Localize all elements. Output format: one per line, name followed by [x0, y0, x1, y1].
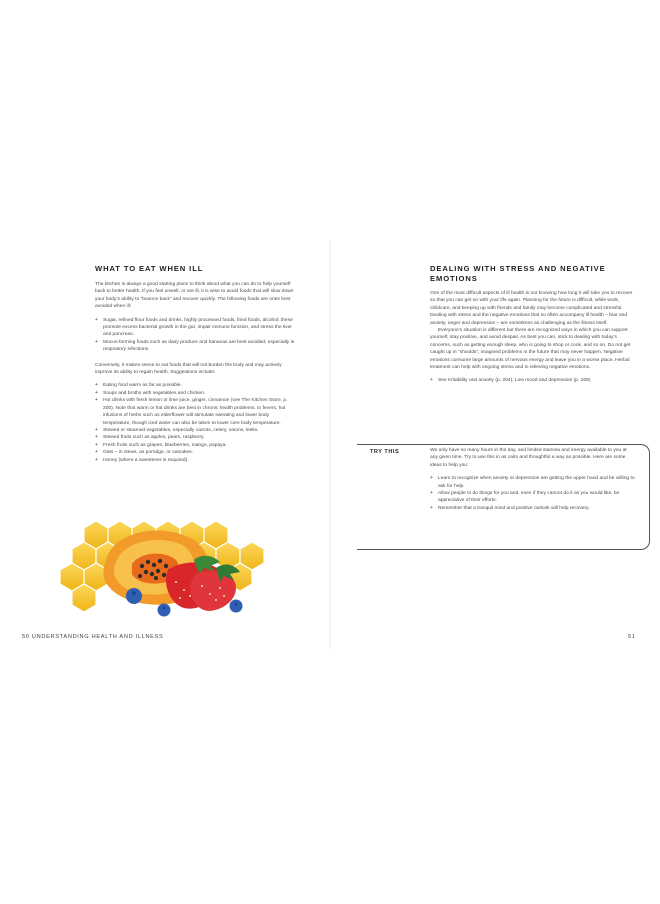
eat-list — [95, 382, 295, 463]
list-item: + Allow people to do things for you and, even if they cannot do it as you would like, be appreciative of their efforts. — [430, 490, 635, 505]
stress-paragraph-1: One of the most difficult aspects of ill health is not knowing how long it will take you to recover so that you can get on with your life again. Planning for the future is difficult, while work, childcare, and keeping up with friends and family may become complicated and stressful. Dealing with stress and the negative emotions that so often accompany ill health – fear and anxiety, anger and depression – are sometimes as challenging as the illness itself. — [430, 291, 633, 326]
list-item: + Stewed or steamed vegetables, especially carrots, celery, onions, leeks. — [95, 427, 295, 434]
heading-stress: DEALING WITH STRESS AND NEGATIVE EMOTIONS — [430, 264, 606, 283]
conversely-paragraph: Conversely, it makes sense to eat foods that will not burden the body and may actively improve its ability to regain health. Suggestions include: — [95, 362, 282, 376]
stress-paragraph-2: Everyone’s situation is different but there are recognized ways in which you can support yourself, stay positive, and avoid despair. As best you can, stick to dealing with today’s concerns, such as getting enough sleep, who is going to shop or cook, and so on. Do not get caught up in “shoulds”, imagined problems in the future that may never happen. Negative emotions consume large amounts of nervous energy and leave you in a worse place. Herbal treatment can help with ongoing stress and in relieving negative emotions. — [430, 328, 631, 371]
page-footer-right: 51 — [628, 634, 636, 640]
see-also-list — [430, 377, 635, 384]
try-this-list — [430, 475, 635, 512]
list-item: + Mucus-forming foods such as dairy produce and bananas are best avoided, especially in respiratory infections. — [95, 339, 295, 354]
heading-what-to-eat: WHAT TO EAT WHEN ILL — [95, 264, 204, 273]
list-item: + Oats – in stews, as porridge, or oatcakes. — [95, 449, 295, 456]
avoid-list — [95, 317, 295, 354]
list-item: + Stewed fruits such as apples, pears, raspberry. — [95, 434, 295, 441]
list-item: + Eating food warm as far as possible. — [95, 382, 295, 389]
list-item: + Hot drinks with fresh lemon or lime juice, ginger, cinnamon (see The Kitchen Store, p. 200). Note that warm or hot drinks are best in chronic health problems. In fevers, hot infusions of herbs such as elderflower will stimulate sweating and lower body temperature, though iced water can also be taken to lower core body temperature. — [95, 397, 295, 427]
try-this-content — [430, 447, 635, 512]
intro-paragraph: The kitchen is always a good starting place to think about what you can do to help yourself back to better health. If you feel unwell, or are ill, it is wise to avoid foods that will slow down your body’s ability to “bounce back” and recover quickly. The following foods are ones best avoided when ill: — [95, 282, 294, 310]
right-column — [430, 264, 635, 385]
list-item: + Sugar, refined flour foods and drinks, highly processed foods, fried foods, alcohol; these promote excess bacterial growth in the gut, impair immune function, and stress the liver and pancreas. — [95, 317, 295, 339]
list-item: + Soups and broths with vegetables and chicken. — [95, 390, 295, 397]
book-gutter — [329, 240, 331, 650]
try-this-label: TRY THIS — [370, 449, 400, 455]
fruit-honeycomb-illustration — [44, 500, 284, 618]
left-column — [95, 264, 295, 464]
try-this-paragraph: We only have so many hours in the day, and limited stamina and energy available to you at any given time. Try to use this in as calm and thoughtful a way as possible. Here are some ideas to help you: — [430, 448, 627, 468]
list-item: + Honey (where a sweetener is required). — [95, 457, 295, 464]
list-item: + Learn to recognize when anxiety or depression are getting the upper hand and be willing to ask for help. — [430, 475, 635, 490]
list-item: + Remember that a tranquil mind and positive outlook will help recovery. — [430, 505, 635, 512]
see-also-item: + See Irritability and anxiety (p. 204); Low mood and depression (p. 208) — [430, 377, 635, 384]
list-item: + Fresh fruits such as grapes, blueberries, mango, papaya. — [95, 442, 295, 449]
page-footer-left: 50 UNDERSTANDING HEALTH AND ILLNESS — [22, 634, 164, 640]
